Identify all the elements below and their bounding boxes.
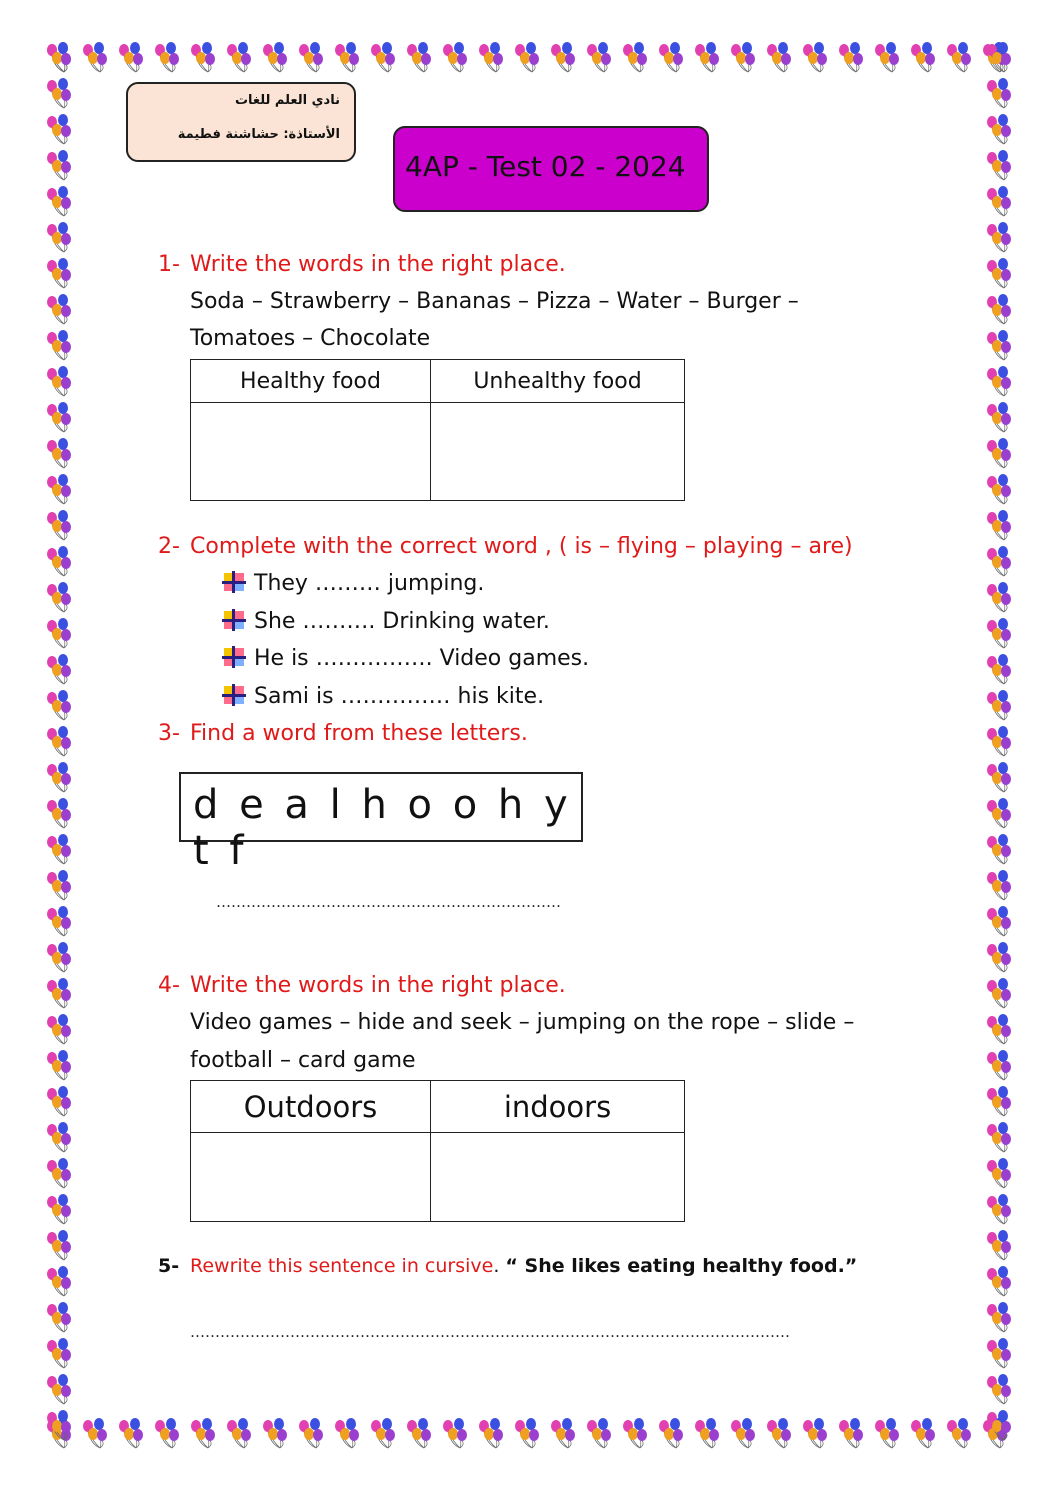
q1-words-line2: Tomatoes – Chocolate <box>190 326 431 351</box>
balloon-cluster-icon <box>407 1418 431 1448</box>
balloon-cluster-icon <box>803 1418 827 1448</box>
balloon-cluster-icon <box>47 330 71 360</box>
balloon-cluster-icon <box>987 1158 1011 1188</box>
balloon-cluster-icon <box>987 1266 1011 1296</box>
balloon-cluster-icon <box>191 42 215 72</box>
balloon-cluster-icon <box>47 294 71 324</box>
balloon-cluster-icon <box>47 366 71 396</box>
balloon-cluster-icon <box>987 78 1011 108</box>
balloon-cluster-icon <box>987 1014 1011 1044</box>
balloon-cluster-icon <box>987 834 1011 864</box>
q2-item-text: Sami is …………… his kite. <box>254 684 545 709</box>
balloon-cluster-icon <box>443 1418 467 1448</box>
q1-heading <box>158 252 566 277</box>
balloon-border-left <box>40 38 80 1454</box>
balloon-cluster-icon <box>587 1418 611 1448</box>
balloon-cluster-icon <box>47 510 71 540</box>
balloon-cluster-icon <box>987 1086 1011 1116</box>
q4-heading <box>158 973 566 998</box>
q2-item-text: He is ……………. Video games. <box>254 646 590 671</box>
balloon-cluster-icon <box>911 1418 935 1448</box>
unhealthy-food-answer-cell[interactable] <box>431 403 685 501</box>
q2-instruction: Complete with the correct word , ( is – flying – playing – are) <box>190 534 853 559</box>
balloon-cluster-icon <box>155 42 179 72</box>
q4-number: 4- <box>158 973 180 998</box>
balloon-cluster-icon <box>47 1410 71 1440</box>
balloon-cluster-icon <box>47 78 71 108</box>
balloon-cluster-icon <box>47 438 71 468</box>
balloon-cluster-icon <box>47 42 71 72</box>
q2-item <box>222 571 484 596</box>
healthy-food-header: Healthy food <box>191 360 431 403</box>
balloon-cluster-icon <box>47 618 71 648</box>
q4-words-line1: Video games – hide and seek – jumping on the rope – slide – <box>190 1010 855 1035</box>
balloon-cluster-icon <box>987 906 1011 936</box>
balloon-cluster-icon <box>47 1122 71 1152</box>
balloon-cluster-icon <box>987 546 1011 576</box>
balloon-cluster-icon <box>987 690 1011 720</box>
balloon-cluster-icon <box>987 330 1011 360</box>
q5-answer-line[interactable]: ………………………………………………………………………………………………………… <box>190 1323 790 1341</box>
balloon-cluster-icon <box>479 42 503 72</box>
food-sort-table <box>190 359 685 501</box>
outdoors-answer-cell[interactable] <box>191 1133 431 1222</box>
balloon-cluster-icon <box>839 42 863 72</box>
balloon-cluster-icon <box>911 42 935 72</box>
balloon-cluster-icon <box>623 1418 647 1448</box>
balloon-cluster-icon <box>371 42 395 72</box>
balloon-cluster-icon <box>407 42 431 72</box>
balloon-cluster-icon <box>987 1410 1011 1440</box>
balloon-cluster-icon <box>47 150 71 180</box>
scrambled-letters-box: d e a l h o o h y t f <box>179 772 583 842</box>
balloon-cluster-icon <box>47 114 71 144</box>
balloon-cluster-icon <box>263 42 287 72</box>
balloon-cluster-icon <box>47 1230 71 1260</box>
teacher-name: الأستاذة: حشاشنة فطيمة <box>177 127 340 142</box>
balloon-cluster-icon <box>987 150 1011 180</box>
q2-item-text: They ……… jumping. <box>254 571 485 596</box>
balloon-cluster-icon <box>551 1418 575 1448</box>
balloon-cluster-icon <box>987 654 1011 684</box>
balloon-cluster-icon <box>947 42 971 72</box>
cross-bullet-icon <box>222 646 246 668</box>
balloon-cluster-icon <box>875 42 899 72</box>
balloon-cluster-icon <box>987 762 1011 792</box>
cross-bullet-icon <box>222 609 246 631</box>
balloon-cluster-icon <box>47 690 71 720</box>
balloon-cluster-icon <box>987 438 1011 468</box>
balloon-cluster-icon <box>443 42 467 72</box>
q2-item <box>222 609 550 634</box>
balloon-cluster-icon <box>335 1418 359 1448</box>
balloon-cluster-icon <box>47 1338 71 1368</box>
balloon-cluster-icon <box>515 42 539 72</box>
balloon-cluster-icon <box>987 42 1011 72</box>
balloon-cluster-icon <box>299 42 323 72</box>
q2-item-text: She ………. Drinking water. <box>254 609 550 634</box>
balloon-cluster-icon <box>803 42 827 72</box>
balloon-cluster-icon <box>659 42 683 72</box>
balloon-cluster-icon <box>767 1418 791 1448</box>
balloon-cluster-icon <box>47 726 71 756</box>
balloon-border-right <box>980 38 1020 1454</box>
balloon-cluster-icon <box>47 546 71 576</box>
q5-punct: . <box>493 1255 506 1277</box>
healthy-food-answer-cell[interactable] <box>191 403 431 501</box>
q2-heading <box>158 534 853 559</box>
q1-instruction: Write the words in the right place. <box>190 252 566 277</box>
outdoors-header: Outdoors <box>191 1081 431 1133</box>
balloon-cluster-icon <box>47 1374 71 1404</box>
balloon-cluster-icon <box>515 1418 539 1448</box>
teacher-info-box <box>126 82 356 162</box>
balloon-cluster-icon <box>987 258 1011 288</box>
balloon-cluster-icon <box>371 1418 395 1448</box>
balloon-cluster-icon <box>987 1230 1011 1260</box>
q5-sentence: “ She likes eating healthy food.” <box>505 1255 858 1277</box>
balloon-cluster-icon <box>299 1418 323 1448</box>
balloon-cluster-icon <box>47 222 71 252</box>
balloon-cluster-icon <box>987 978 1011 1008</box>
q2-number: 2- <box>158 534 180 559</box>
balloon-cluster-icon <box>47 654 71 684</box>
balloon-cluster-icon <box>155 1418 179 1448</box>
balloon-cluster-icon <box>987 474 1011 504</box>
balloon-cluster-icon <box>987 222 1011 252</box>
balloon-cluster-icon <box>47 1194 71 1224</box>
balloon-cluster-icon <box>119 42 143 72</box>
balloon-cluster-icon <box>875 1418 899 1448</box>
balloon-cluster-icon <box>587 42 611 72</box>
q1-number: 1- <box>158 252 180 277</box>
balloon-cluster-icon <box>83 42 107 72</box>
balloon-cluster-icon <box>623 42 647 72</box>
cross-bullet-icon <box>222 571 246 593</box>
q2-item <box>222 684 544 709</box>
balloon-cluster-icon <box>987 582 1011 612</box>
q2-item <box>222 646 589 671</box>
balloon-cluster-icon <box>191 1418 215 1448</box>
balloon-cluster-icon <box>987 510 1011 540</box>
q3-answer-line[interactable]: …………………………………………………………… <box>216 893 561 911</box>
balloon-cluster-icon <box>987 186 1011 216</box>
q3-heading <box>158 721 528 746</box>
balloon-border-bottom <box>40 1414 1020 1454</box>
balloon-cluster-icon <box>839 1418 863 1448</box>
q4-instruction: Write the words in the right place. <box>190 973 566 998</box>
balloon-cluster-icon <box>263 1418 287 1448</box>
balloon-cluster-icon <box>47 1302 71 1332</box>
balloon-cluster-icon <box>987 1302 1011 1332</box>
balloon-cluster-icon <box>47 1158 71 1188</box>
balloon-cluster-icon <box>335 42 359 72</box>
balloon-cluster-icon <box>987 1122 1011 1152</box>
balloon-cluster-icon <box>731 1418 755 1448</box>
balloon-cluster-icon <box>987 1050 1011 1080</box>
balloon-cluster-icon <box>47 978 71 1008</box>
balloon-cluster-icon <box>987 618 1011 648</box>
balloon-cluster-icon <box>479 1418 503 1448</box>
q5-heading <box>158 1255 857 1277</box>
balloon-cluster-icon <box>987 114 1011 144</box>
balloon-cluster-icon <box>47 834 71 864</box>
balloon-cluster-icon <box>659 1418 683 1448</box>
unhealthy-food-header: Unhealthy food <box>431 360 685 403</box>
balloon-cluster-icon <box>83 1418 107 1448</box>
balloon-cluster-icon <box>987 366 1011 396</box>
balloon-cluster-icon <box>47 906 71 936</box>
balloon-border-top <box>40 38 1020 78</box>
balloon-cluster-icon <box>47 402 71 432</box>
q3-instruction: Find a word from these letters. <box>190 721 528 746</box>
q5-number: 5- <box>158 1255 180 1277</box>
balloon-cluster-icon <box>47 474 71 504</box>
q3-number: 3- <box>158 721 180 746</box>
balloon-cluster-icon <box>987 1194 1011 1224</box>
balloon-cluster-icon <box>695 42 719 72</box>
balloon-cluster-icon <box>47 1086 71 1116</box>
balloon-cluster-icon <box>47 258 71 288</box>
q5-instruction: Rewrite this sentence in cursive <box>190 1255 494 1277</box>
balloon-cluster-icon <box>987 870 1011 900</box>
balloon-cluster-icon <box>987 726 1011 756</box>
q1-words-line1: Soda – Strawberry – Bananas – Pizza – Water – Burger – <box>190 289 799 314</box>
balloon-cluster-icon <box>47 186 71 216</box>
balloon-cluster-icon <box>551 42 575 72</box>
balloon-cluster-icon <box>767 42 791 72</box>
cross-bullet-icon <box>222 684 246 706</box>
balloon-cluster-icon <box>987 402 1011 432</box>
indoors-header: indoors <box>431 1081 685 1133</box>
balloon-cluster-icon <box>227 42 251 72</box>
club-name: نادي العلم للغات <box>234 93 340 108</box>
balloon-cluster-icon <box>47 870 71 900</box>
activity-sort-table <box>190 1080 685 1222</box>
balloon-cluster-icon <box>227 1418 251 1448</box>
test-title: 4AP - Test 02 - 2024 <box>393 126 709 212</box>
balloon-cluster-icon <box>47 1014 71 1044</box>
balloon-cluster-icon <box>947 1418 971 1448</box>
balloon-cluster-icon <box>47 1050 71 1080</box>
balloon-cluster-icon <box>47 762 71 792</box>
balloon-cluster-icon <box>47 798 71 828</box>
balloon-cluster-icon <box>987 798 1011 828</box>
balloon-cluster-icon <box>695 1418 719 1448</box>
balloon-cluster-icon <box>987 1374 1011 1404</box>
indoors-answer-cell[interactable] <box>431 1133 685 1222</box>
balloon-cluster-icon <box>47 1266 71 1296</box>
balloon-cluster-icon <box>119 1418 143 1448</box>
q4-words-line2: football – card game <box>190 1048 416 1073</box>
balloon-cluster-icon <box>987 294 1011 324</box>
balloon-cluster-icon <box>731 42 755 72</box>
balloon-cluster-icon <box>47 582 71 612</box>
balloon-cluster-icon <box>987 1338 1011 1368</box>
balloon-cluster-icon <box>987 942 1011 972</box>
balloon-cluster-icon <box>47 942 71 972</box>
